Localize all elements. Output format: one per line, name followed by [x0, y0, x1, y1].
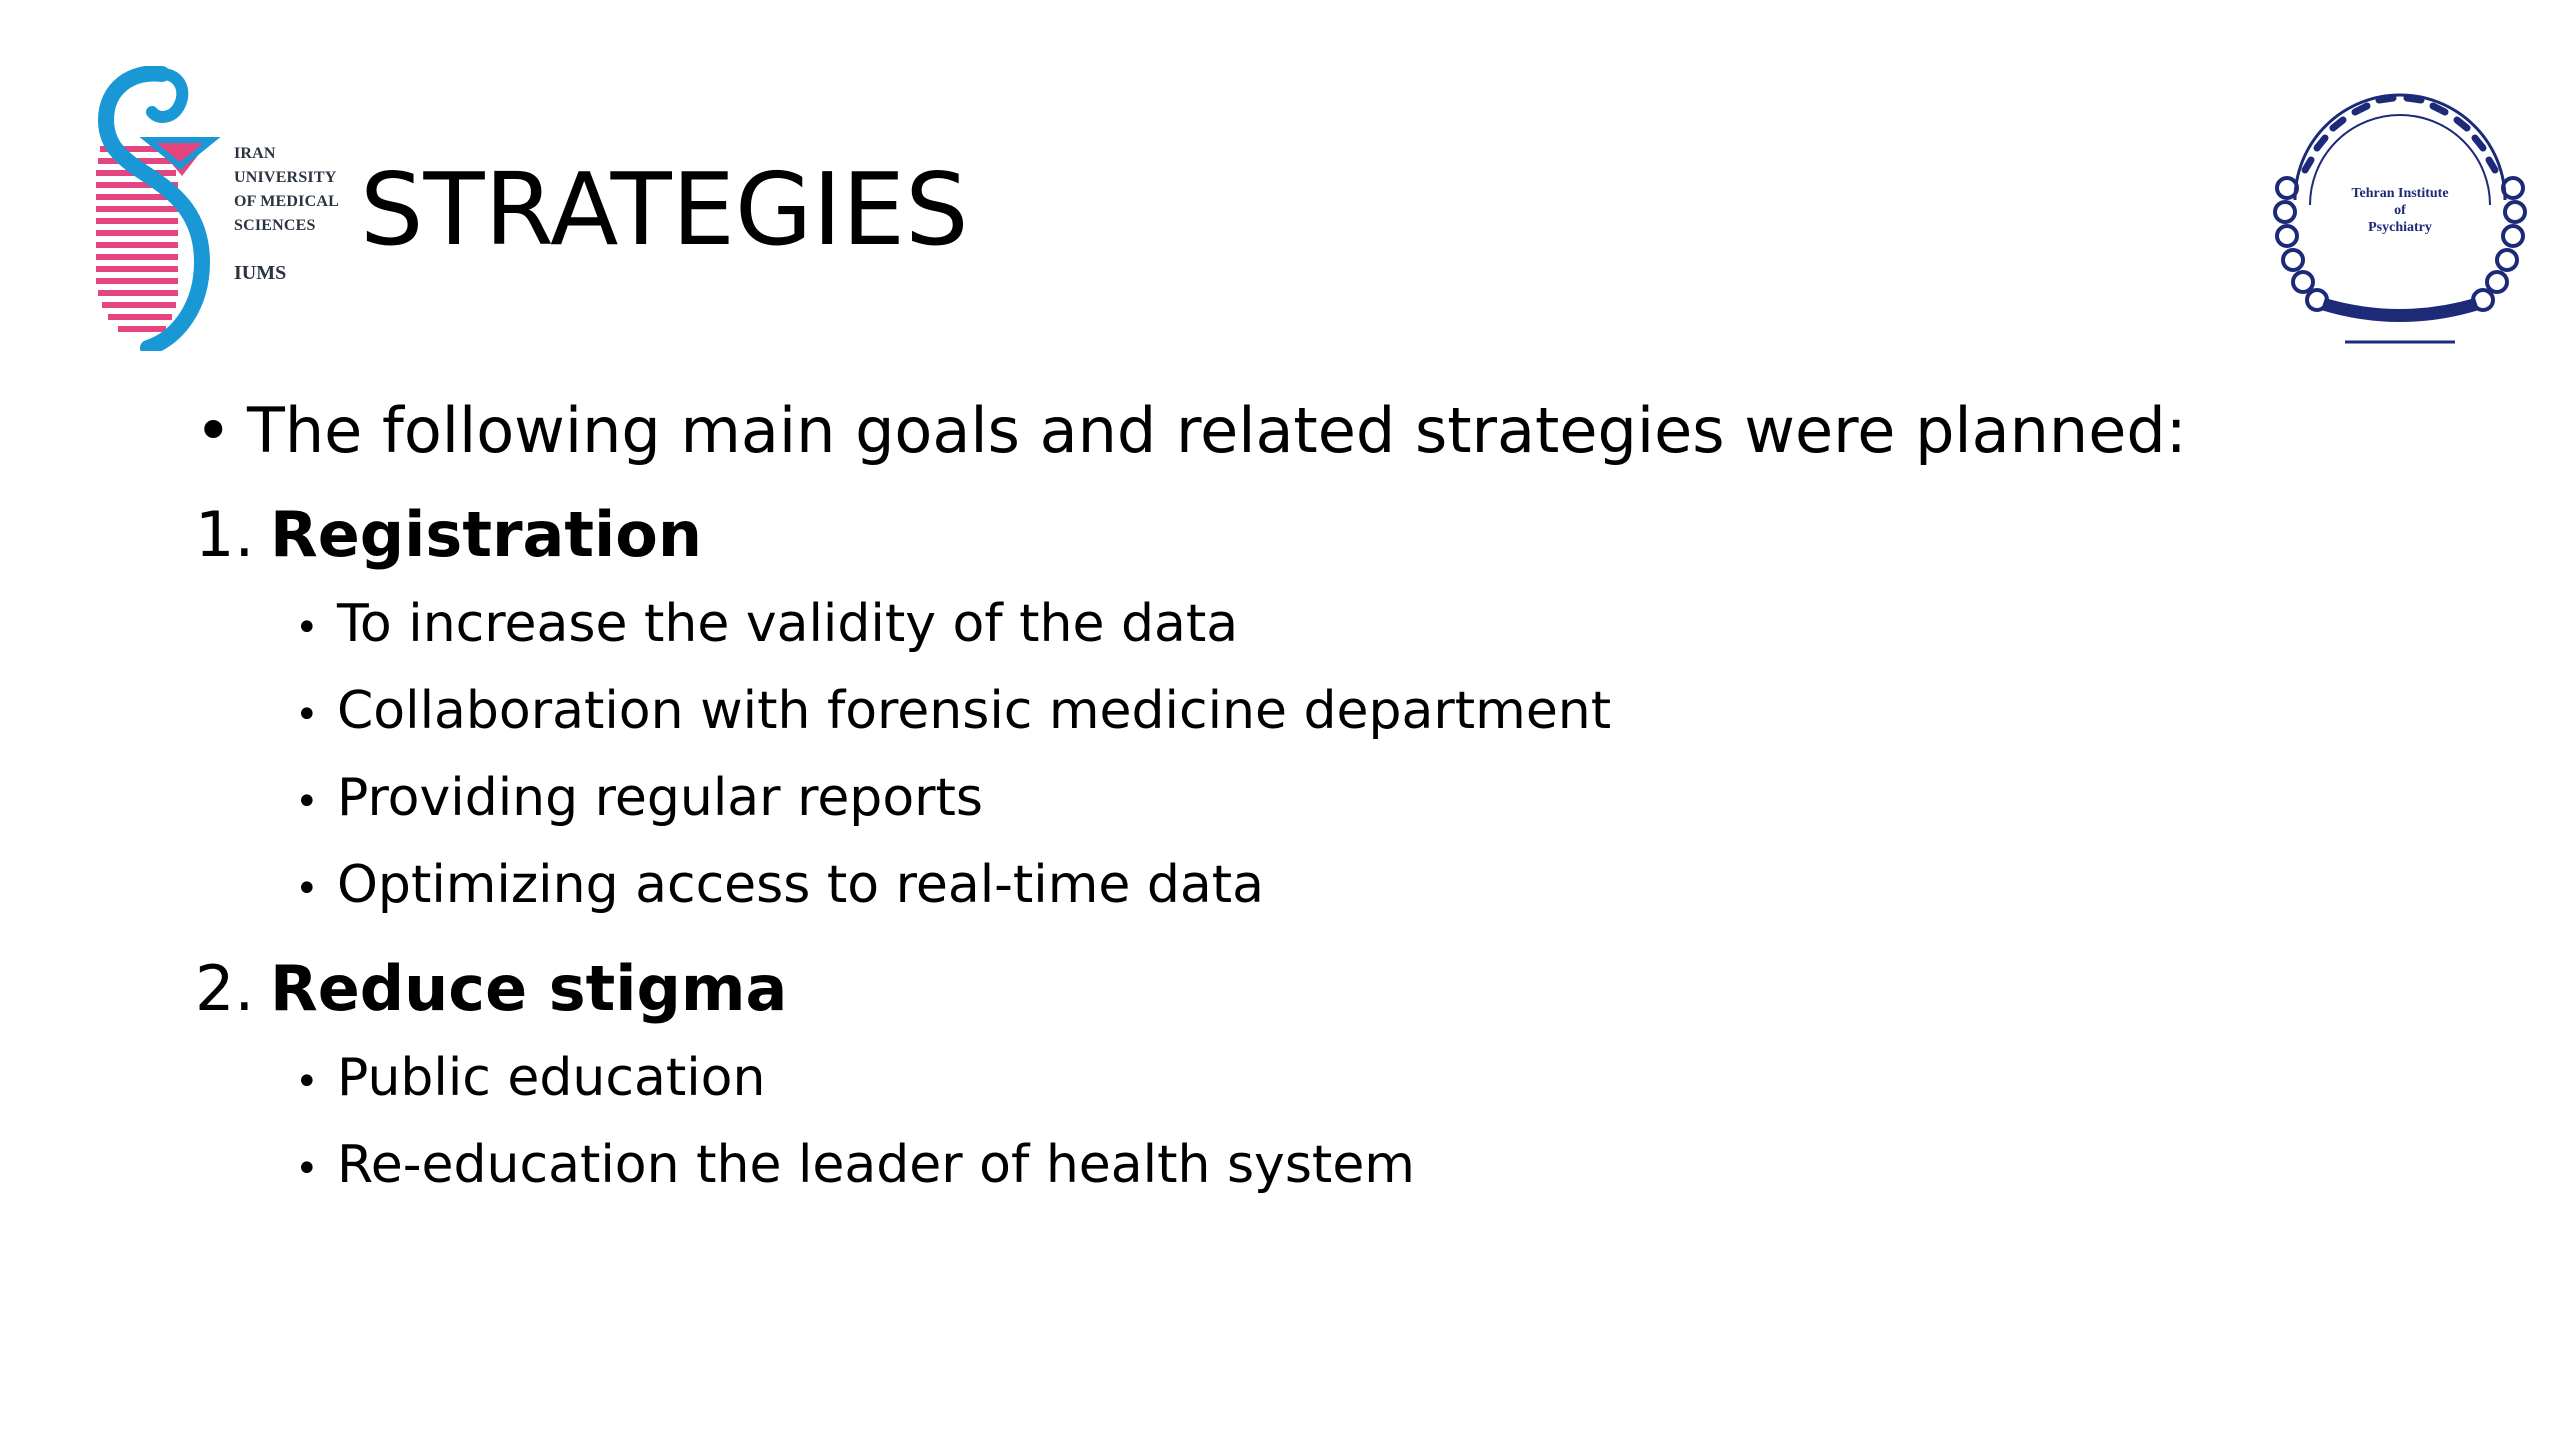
bullet-icon: • [295, 1146, 319, 1192]
list-item-text: Public education [337, 1048, 766, 1108]
intro-text: The following main goals and related strategies were planned: [247, 394, 2187, 467]
iums-logo [92, 66, 342, 351]
list-item [295, 844, 2395, 931]
seal-line: of [2394, 203, 2406, 218]
bullet-icon: • [295, 605, 319, 651]
intro-bullet [195, 385, 2395, 477]
logo-line: UNIVERSITY [234, 169, 337, 186]
list-item-text: Providing regular reports [337, 768, 983, 828]
logo-abbreviation: IUMS [234, 262, 287, 284]
goal-heading [195, 941, 2395, 1037]
goal-strategy-list [195, 583, 2395, 931]
goal-number: 1. [195, 498, 255, 571]
list-item [295, 670, 2395, 757]
list-item [295, 583, 2395, 670]
list-item-text: Collaboration with forensic medicine department [337, 681, 1612, 741]
seal-line: Tehran Institute [2351, 186, 2449, 201]
seal-line: Psychiatry [2368, 220, 2432, 235]
page-title: STRATEGIES [360, 151, 969, 268]
list-item [295, 1037, 2395, 1124]
seal-institute-name [2325, 185, 2475, 236]
goal-strategy-list [195, 1037, 2395, 1211]
goal-number: 2. [195, 952, 255, 1025]
slide-content [195, 385, 2395, 1211]
list-item [295, 1124, 2395, 1211]
institute-seal [2265, 70, 2535, 350]
list-item-text: Re-education the leader of health system [337, 1135, 1415, 1195]
goal-label: Reduce stigma [270, 952, 788, 1025]
logo-line: IRAN [234, 145, 276, 162]
list-item-text: To increase the validity of the data [337, 594, 1239, 654]
bullet-icon: • [195, 394, 232, 467]
bullet-icon: • [295, 779, 319, 825]
goal-heading [195, 487, 2395, 583]
logo-university-name [234, 142, 339, 238]
bullet-icon: • [295, 866, 319, 912]
seal-lettering-marks [2305, 98, 2495, 170]
list-item [295, 757, 2395, 844]
list-item-text: Optimizing access to real-time data [337, 855, 1265, 915]
bullet-icon: • [295, 1059, 319, 1105]
logo-line: SCIENCES [234, 217, 316, 234]
logo-line: OF MEDICAL [234, 193, 339, 210]
bullet-icon: • [295, 692, 319, 738]
iums-emblem-icon [92, 66, 232, 351]
goal-label: Registration [270, 498, 703, 571]
